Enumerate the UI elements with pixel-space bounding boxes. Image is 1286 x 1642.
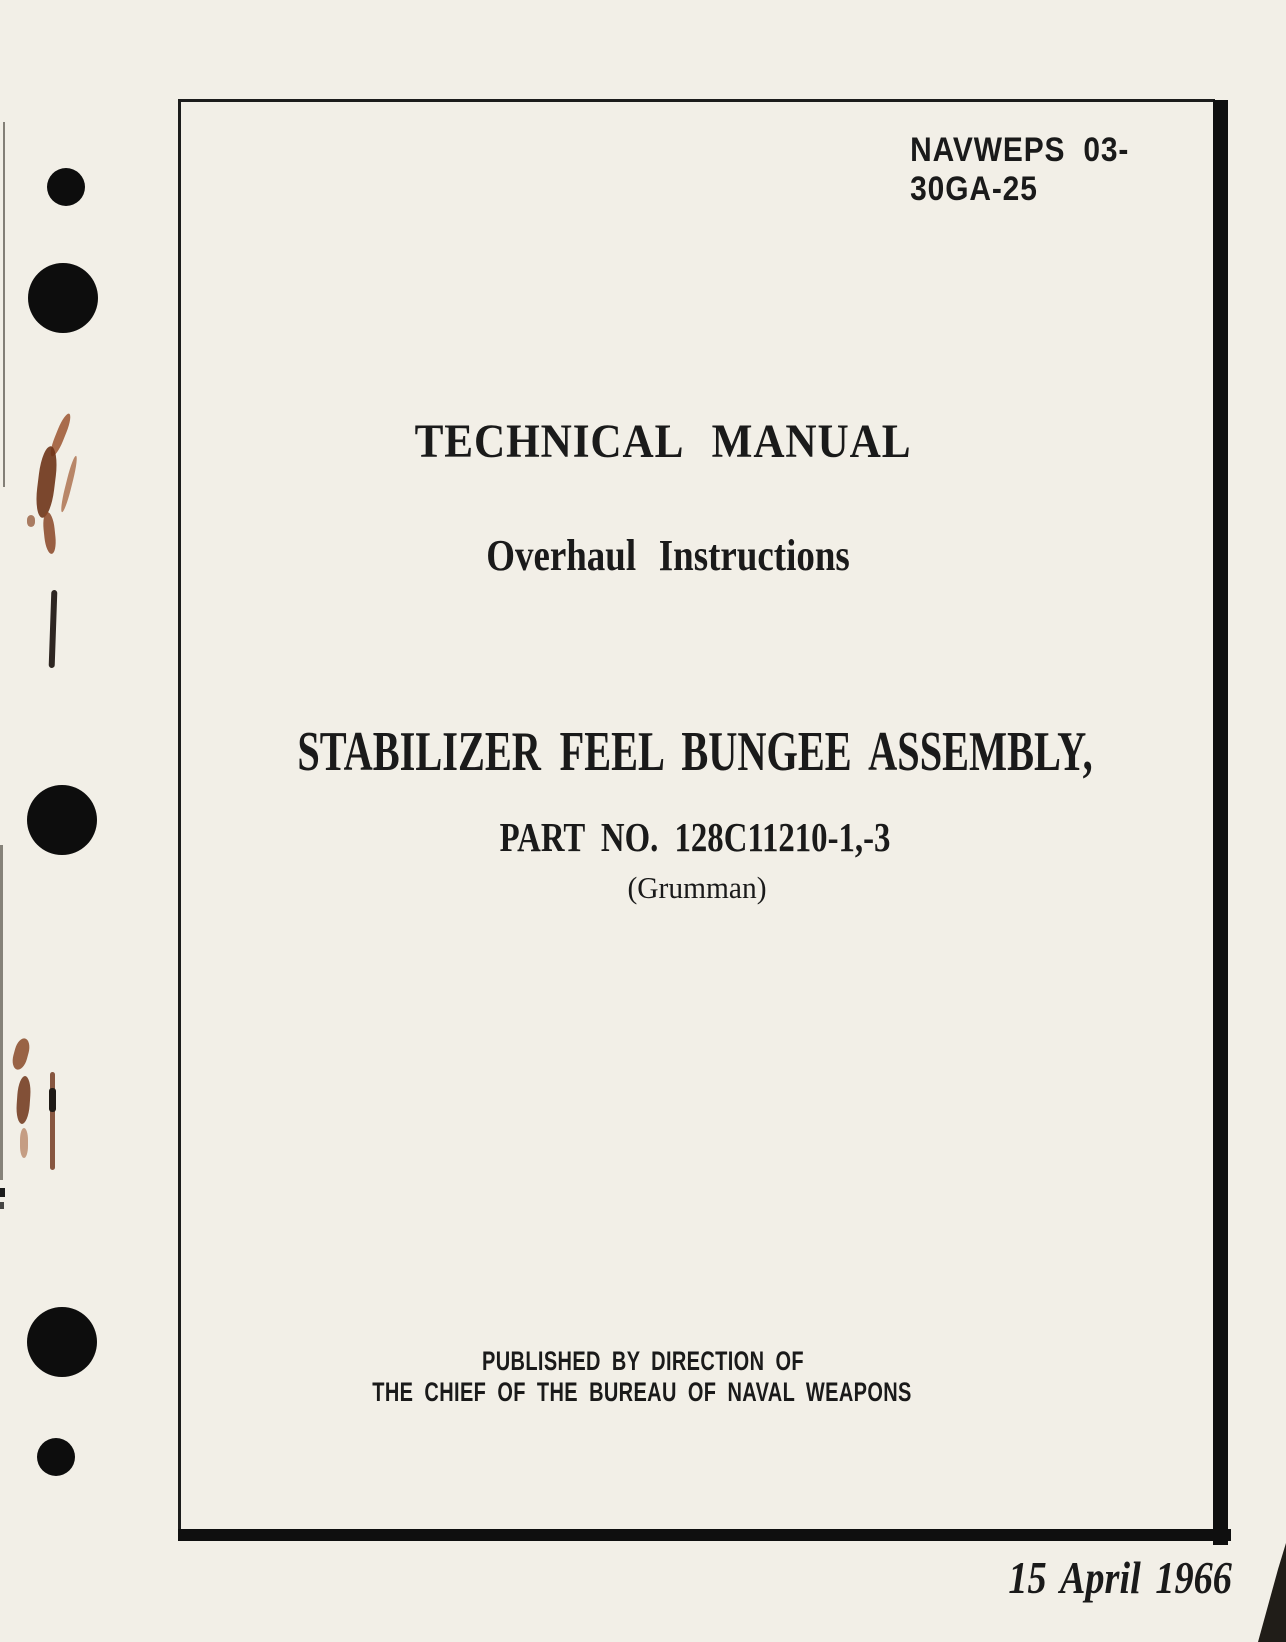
scan-edge-mark [0, 1202, 4, 1209]
stain-mark [34, 445, 60, 519]
border-frame-right [1213, 100, 1228, 1545]
publisher-line-1: PUBLISHED BY DIRECTION OF [482, 1346, 804, 1376]
stain-mark [20, 1128, 28, 1158]
binder-hole [47, 168, 85, 206]
manual-title: TECHNICAL MANUAL [414, 415, 912, 468]
page-corner-shadow [1258, 1543, 1286, 1642]
border-frame-top [178, 99, 1215, 102]
assembly-title: STABILIZER FEEL BUNGEE ASSEMBLY, [297, 721, 1093, 783]
part-number: PART NO. 128C11210-1,-3 [499, 814, 891, 860]
border-frame-bottom [178, 1529, 1231, 1541]
publisher-line-2: THE CHIEF OF THE BUREAU OF NAVAL WEAPONS [372, 1377, 912, 1407]
stain-mark [15, 1076, 31, 1125]
stain-mark [27, 515, 35, 527]
stain-mark [49, 1088, 56, 1112]
scan-edge-line [3, 122, 5, 487]
stain-mark [42, 512, 57, 555]
binder-hole [27, 785, 97, 855]
binder-hole [37, 1438, 75, 1476]
stain-mark [50, 1072, 55, 1170]
scan-edge-line [0, 845, 3, 1180]
doc-number: NAVWEPS 03-30GA-25 [910, 131, 1130, 208]
binder-hole [27, 1307, 97, 1377]
border-frame-left [178, 99, 181, 1532]
binder-hole [28, 263, 98, 333]
publication-date: 15 April 1966 [1008, 1553, 1232, 1603]
stain-mark [59, 455, 79, 513]
manual-subtitle: Overhaul Instructions [486, 531, 850, 580]
stain-mark [10, 1037, 32, 1072]
manufacturer-name: (Grumman) [627, 870, 767, 905]
scan-edge-mark [0, 1188, 5, 1197]
stain-mark [49, 590, 58, 668]
